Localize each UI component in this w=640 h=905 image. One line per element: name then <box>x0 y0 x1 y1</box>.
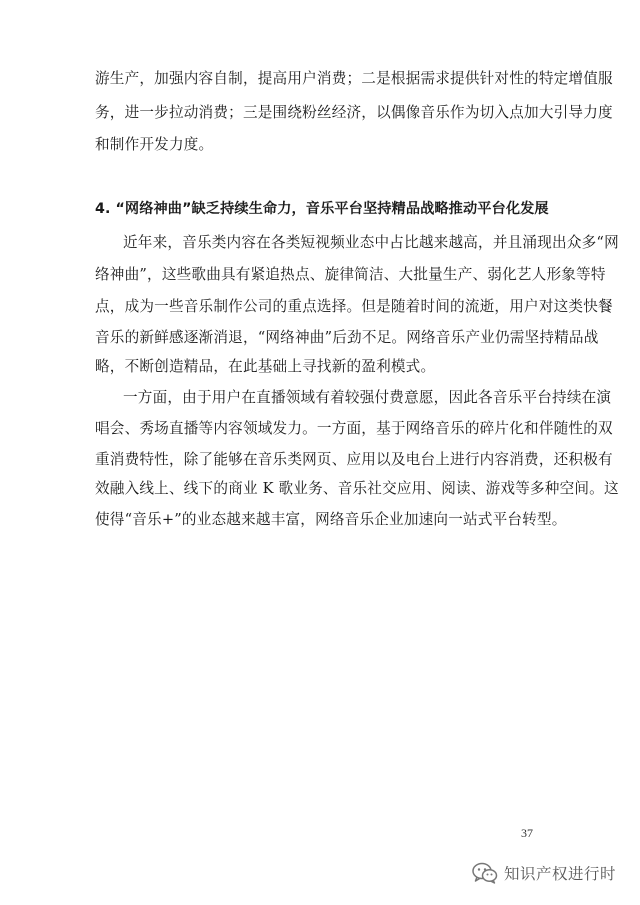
watermark-text: 知识产权进行时 <box>504 865 617 883</box>
paragraph-line: 重消费特性，除了能够在音乐类网页、应用以及电台上进行内容消费，还积极有 <box>95 451 613 468</box>
paragraph-line: 络神曲”，这些歌曲具有紧追热点、旋律简洁、大批量生产、弱化艺人形象等特 <box>95 266 606 283</box>
watermark <box>472 862 616 884</box>
section-heading: 4. “网络神曲”缺乏持续生命力，音乐平台坚持精品战略推动平台化发展 <box>95 201 549 217</box>
paragraph-line: 一方面，由于用户在直播领域有着较强付费意愿，因此各音乐平台持续在演 <box>123 389 612 406</box>
paragraph-line: 务，进一步拉动消费；三是围绕粉丝经济，以偶像音乐作为切入点加大引导力度 <box>95 104 613 121</box>
paragraph-line: 效融入线上、线下的商业 K 歌业务、音乐社交应用、阅读、游戏等多种空间。这 <box>95 480 619 497</box>
paragraph-line: 使得“音乐+”的业态越来越丰富，网络音乐企业加速向一站式平台转型。 <box>95 511 567 528</box>
paragraph-line: 音乐的新鲜感逐渐消退，“网络神曲”后劲不足。网络音乐产业仍需坚持精品战 <box>95 329 599 346</box>
paragraph-line: 略，不断创造精品，在此基础上寻找新的盈利模式。 <box>95 358 436 375</box>
wechat-icon <box>472 862 498 884</box>
paragraph-line: 点，成为一些音乐制作公司的重点选择。但是随着时间的流逝，用户对这类快餐 <box>95 298 613 315</box>
paragraph-line: 近年来，音乐类内容在各类短视频业态中占比越来越高，并且涌现出众多“网 <box>123 234 619 251</box>
paragraph-line: 游生产，加强内容自制，提高用户消费；二是根据需求提供针对性的特定增值服 <box>95 70 613 87</box>
paragraph-line: 唱会、秀场直播等内容领域发力。一方面，基于网络音乐的碎片化和伴随性的双 <box>95 420 613 437</box>
page-number: 37 <box>521 826 533 840</box>
paragraph-line: 和制作开发力度。 <box>95 136 214 153</box>
